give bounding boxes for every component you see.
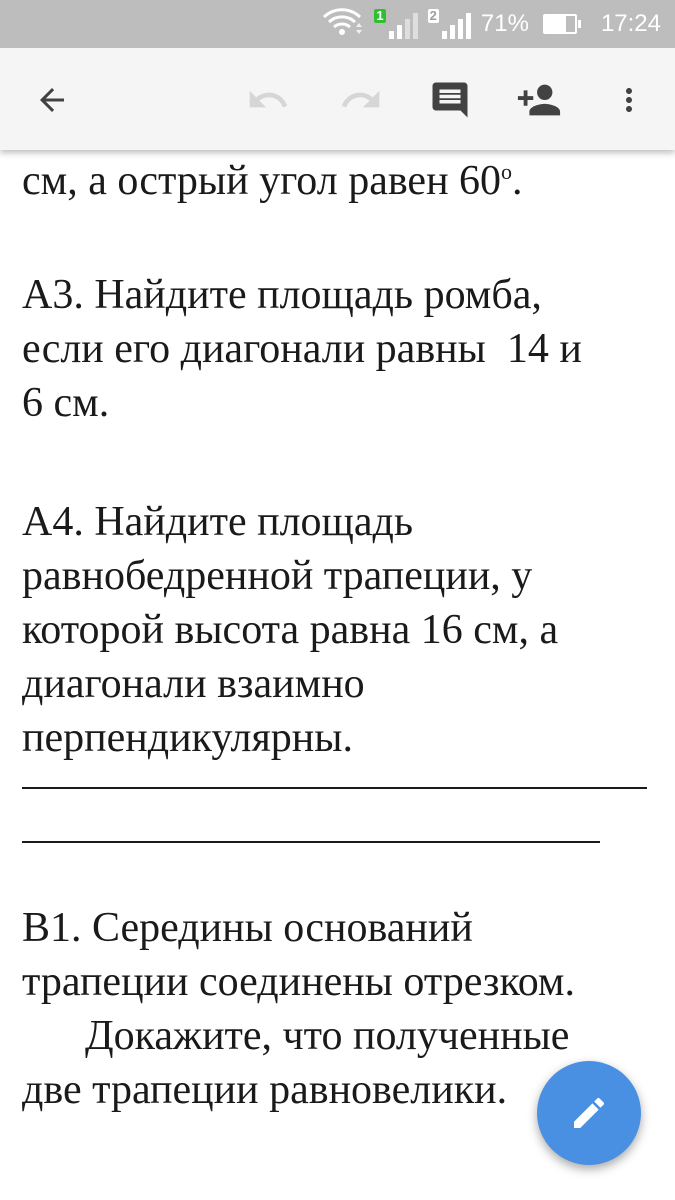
b1-line: Докажите, что полученные (22, 1013, 570, 1059)
doc-line (22, 154, 662, 208)
doc-line-text: см, а острый угол равен 60 (22, 158, 502, 204)
doc-line-end: . (512, 158, 523, 204)
a3-line: если его диагонали равны 14 и (22, 326, 582, 372)
comment-button[interactable] (422, 72, 478, 128)
battery-percent: 71% (480, 10, 529, 37)
a4-line: равнобедренной трапеции, у (22, 553, 533, 599)
comment-icon (429, 79, 471, 121)
degree-mark: о (501, 159, 513, 184)
share-button[interactable] (511, 72, 567, 128)
answer-line (22, 787, 647, 789)
a3-line: А3. Найдите площадь ромба, (22, 272, 542, 318)
a4-line: перпендикулярны. (22, 715, 353, 761)
undo-icon (246, 78, 290, 122)
status-bar (0, 0, 675, 48)
more-options-button[interactable] (601, 72, 657, 128)
b1-line: две трапеции равновелики. (22, 1067, 508, 1113)
wifi-icon (320, 5, 364, 44)
a4-line: А4. Найдите площадь (22, 499, 414, 545)
a3-line: 6 см. (22, 380, 110, 426)
edit-fab-button[interactable] (537, 1061, 641, 1165)
sim2-signal-icon (428, 9, 471, 39)
sim1-label: 1 (376, 8, 384, 23)
b1-line: В1. Середины оснований (22, 905, 473, 951)
paragraph-gap (22, 208, 662, 268)
a4-line: диагонали взаимно (22, 661, 365, 707)
redo-icon (339, 78, 383, 122)
redo-button[interactable] (333, 72, 389, 128)
paragraph-gap (22, 430, 662, 495)
back-arrow-icon (34, 82, 70, 118)
back-button[interactable] (24, 72, 80, 128)
paragraph-gap (22, 843, 662, 901)
a4-line: которой высота равна 16 см, а (22, 607, 559, 653)
sim1-signal-icon (374, 9, 417, 39)
undo-button[interactable] (240, 72, 296, 128)
document-body[interactable] (22, 100, 662, 1117)
sim2-label: 2 (429, 8, 437, 23)
b1-line: трапеции соединены отрезком. (22, 959, 576, 1005)
clock: 17:24 (600, 10, 661, 37)
add-person-icon (516, 77, 562, 123)
more-vert-icon (611, 82, 647, 118)
doc-toolbar (0, 48, 675, 150)
status-icons (320, 0, 661, 48)
battery-icon (543, 14, 577, 34)
pencil-edit-icon (569, 1093, 609, 1133)
